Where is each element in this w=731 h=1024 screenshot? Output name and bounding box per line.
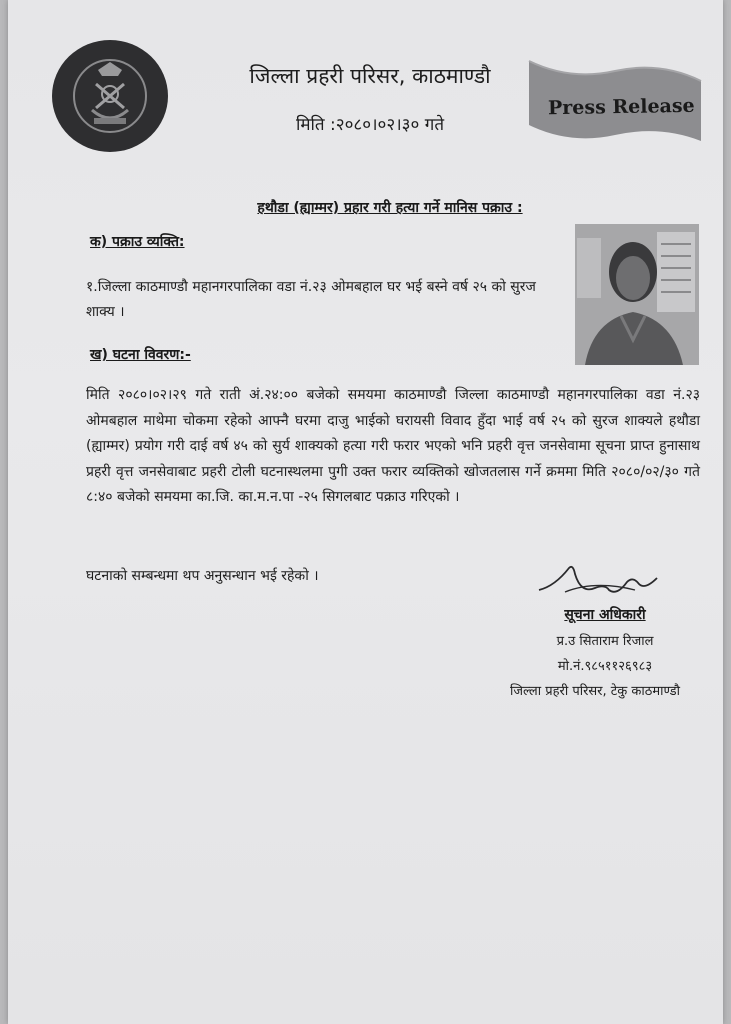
release-date: मिति :२०८०।०२।३० गते	[295, 115, 445, 135]
officer-office: जिल्ला प्रहरी परिसर, टेकु काठमाण्डौ	[510, 684, 680, 699]
press-release-label: Press Release	[547, 94, 695, 120]
section-incident-title: ख) घटना विवरण:-	[90, 347, 191, 363]
suspect-photo	[575, 224, 699, 365]
handwritten-signature	[535, 560, 665, 604]
document-page	[8, 0, 723, 1024]
arrested-person-text: १.जिल्ला काठमाण्डौ महानगरपालिका वडा नं.२३ ओमबहाल घर भई बस्ने वर्ष २५ को सुरज शाक्य ।	[86, 279, 536, 320]
officer-name: प्र.उ सिताराम रिजाल	[556, 634, 654, 649]
headline: हथौडा (ह्याम्मर) प्रहार गरी हत्या गर्ने मानिस पक्राउ :	[257, 200, 523, 216]
incident-description: मिति २०८०।०२।२९ गते राती अं.२४:०० बजेको समयमा काठमाण्डौ जिल्ला काठमाण्डौ महानगरपालिका वडा नं.२३ ओमबहाल माथेमा चोकमा रहेको आफ्नै घरमा दाजु भाईको घरायसी विवाद हुँदा भाई वर्ष २५ को सुरज शाक्यले हथौडा (ह्याम्मर) प्रयोग गरी दाई वर्ष ४५ को सुर्य शाक्यको हत्या गरी फरार भएको भनि प्रहरी वृत्त जनसेवामा सूचना प्राप्त हुनासाथ प्रहरी वृत्त जनसेवाबाट प्रहरी टोली घटनास्थलमा पुगी उक्त फरार व्यक्तिको खोजतलास गर्ने क्रममा मिति २०८०/०२/३० गते ८:४० बजेको समयमा का.जि. का.म.न.पा -२५ सिगलबाट पक्राउ गरिएको ।	[86, 387, 700, 505]
police-emblem-logo	[52, 40, 168, 152]
officer-phone: मो.नं.९८५११२६९८३	[557, 659, 653, 674]
closing-statement: घटनाको सम्बन्धमा थप अनुसन्धान भई रहेको ।	[86, 568, 319, 584]
office-title: जिल्ला प्रहरी परिसर, काठमाण्डौ	[249, 64, 491, 88]
section-arrested-person-title: क) पक्राउ व्यक्ति:	[90, 234, 185, 250]
information-officer-title: सूचना अधिकारी	[564, 607, 646, 623]
